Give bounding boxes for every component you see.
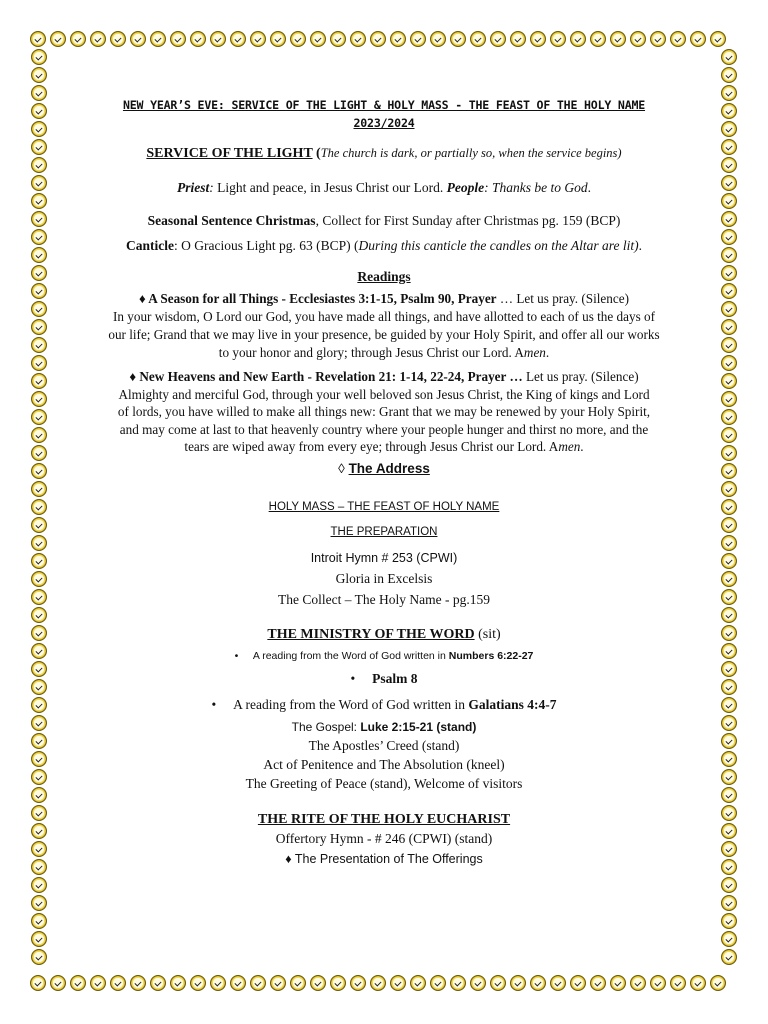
clock-icon — [110, 975, 126, 991]
clock-icon — [170, 975, 186, 991]
clock-icon — [31, 697, 47, 713]
clock-icon — [250, 975, 266, 991]
clock-icon — [31, 751, 47, 767]
clock-icon — [190, 31, 206, 47]
clock-icon — [721, 247, 737, 263]
clock-icon — [430, 975, 446, 991]
clock-icon — [30, 31, 46, 47]
clock-icon — [670, 31, 686, 47]
clock-icon — [31, 625, 47, 641]
clock-icon — [721, 337, 737, 353]
clock-icon — [31, 229, 47, 245]
service-light-heading: SERVICE OF THE LIGHT — [146, 146, 313, 161]
clock-icon — [721, 697, 737, 713]
clock-icon — [721, 229, 737, 245]
clock-icon — [31, 103, 47, 119]
psalm-line: • Psalm 8 — [350, 670, 418, 686]
seasonal-sentence-line: Seasonal Sentence Christmas, Collect for First Sunday after Christmas pg. 159 (BCP) — [147, 213, 621, 228]
clock-icon — [721, 445, 737, 461]
clock-icon — [130, 975, 146, 991]
eucharist-heading: THE RITE OF THE HOLY EUCHARIST — [257, 811, 511, 827]
clock-icon — [530, 31, 546, 47]
clock-icon — [721, 571, 737, 587]
clock-icon — [90, 31, 106, 47]
clock-icon — [31, 769, 47, 785]
bullet-icon: • — [350, 670, 356, 686]
clock-icon — [31, 337, 47, 353]
gospel-line: The Gospel: Luke 2:15-21 (stand) — [291, 719, 477, 734]
clock-icon — [31, 481, 47, 497]
clock-icon — [31, 841, 47, 857]
clock-icon — [470, 975, 486, 991]
clock-icon — [31, 517, 47, 533]
clock-icon — [31, 715, 47, 731]
border-top — [28, 30, 728, 48]
clock-icon — [31, 409, 47, 425]
clock-icon — [721, 787, 737, 803]
clock-icon — [350, 31, 366, 47]
clock-icon — [310, 975, 326, 991]
reading-galatians-line: • A reading from the Word of God written in Galatians 4:4-7 — [211, 696, 557, 712]
clock-icon — [31, 211, 47, 227]
clock-icon — [690, 975, 706, 991]
clock-icon — [31, 463, 47, 479]
clock-icon — [710, 975, 726, 991]
border-left — [29, 48, 49, 966]
clock-icon — [721, 463, 737, 479]
clock-icon — [721, 139, 737, 155]
clock-icon — [31, 193, 47, 209]
clock-icon — [31, 805, 47, 821]
clock-icon — [31, 175, 47, 191]
clock-icon — [721, 823, 737, 839]
clock-icon — [70, 31, 86, 47]
clock-icon — [330, 975, 346, 991]
clock-icon — [510, 31, 526, 47]
clock-icon — [630, 975, 646, 991]
clock-icon — [31, 247, 47, 263]
clock-icon — [721, 625, 737, 641]
clock-icon — [721, 751, 737, 767]
clock-icon — [370, 975, 386, 991]
clock-icon — [721, 373, 737, 389]
clock-icon — [470, 31, 486, 47]
clock-icon — [490, 31, 506, 47]
clock-icon — [630, 31, 646, 47]
clock-icon — [270, 975, 286, 991]
canticle-line: Canticle: O Gracious Light pg. 63 (BCP) (During this canticle the candles on the Altar are lit). — [126, 238, 642, 253]
page-title: NEW YEAR’S EVE: SERVICE OF THE LIGHT & HOLY MASS - THE FEAST OF THE HOLY NAME 2023/2024 — [122, 98, 646, 130]
clock-icon — [721, 283, 737, 299]
clock-icon — [721, 103, 737, 119]
clock-icon — [550, 975, 566, 991]
clock-icon — [230, 31, 246, 47]
clock-icon — [721, 733, 737, 749]
clock-icon — [510, 975, 526, 991]
address-line: ◊ The Address — [338, 460, 430, 476]
clock-icon — [721, 193, 737, 209]
reading-1-title: ♦ A Season for all Things - Ecclesiastes 3:1-15, Psalm 90, Prayer — [139, 291, 497, 306]
clock-icon — [31, 733, 47, 749]
clock-icon — [721, 607, 737, 623]
clock-icon — [410, 975, 426, 991]
clock-icon — [721, 877, 737, 893]
reading-block-2: ♦ New Heavens and New Earth - Revelation 21: 1-14, 22-24, Prayer … Let us pray. (Silence) Almighty and merciful God, through your well beloved son Jesus Christ, the King of kings and Lord of lords, you have willed to make all things new: Grant that we may be renewed by your Holy Spirit, and may come at last to that heavenly country where your people hunger and thirst no more, and the tears are wiped away from every eye; through Jesus Christ our Lord. Amen. — [117, 369, 651, 454]
clock-icon — [450, 31, 466, 47]
collect-line: The Collect – The Holy Name - pg.159 — [278, 591, 490, 607]
penitence-line: Act of Penitence and The Absolution (kneel) — [263, 756, 505, 772]
clock-icon — [721, 85, 737, 101]
clock-icon — [31, 319, 47, 335]
clock-icon — [31, 499, 47, 515]
clock-icon — [721, 679, 737, 695]
clock-icon — [610, 31, 626, 47]
clock-icon — [31, 643, 47, 659]
clock-icon — [170, 31, 186, 47]
clock-icon — [31, 67, 47, 83]
clock-icon — [31, 931, 47, 947]
clock-icon — [210, 31, 226, 47]
clock-icon — [570, 975, 586, 991]
ministry-heading: THE MINISTRY OF THE WORD — [267, 626, 475, 642]
clock-icon — [721, 931, 737, 947]
readings-heading: Readings — [357, 269, 411, 284]
service-light-heading-line: SERVICE OF THE LIGHT (The church is dark, or partially so, when the service begins) — [146, 146, 622, 161]
clock-icon — [390, 31, 406, 47]
clock-icon — [250, 31, 266, 47]
clock-icon — [721, 949, 737, 965]
peace-line: The Greeting of Peace (stand), Welcome of visitors — [245, 775, 523, 791]
gloria-line: Gloria in Excelsis — [335, 570, 433, 586]
clock-icon — [31, 121, 47, 137]
clock-icon — [290, 975, 306, 991]
clock-icon — [31, 445, 47, 461]
clock-icon — [721, 913, 737, 929]
clock-icon — [31, 355, 47, 371]
clock-icon — [550, 31, 566, 47]
clock-icon — [721, 859, 737, 875]
clock-icon — [31, 157, 47, 173]
clock-icon — [690, 31, 706, 47]
clock-icon — [721, 895, 737, 911]
border-right — [719, 48, 739, 966]
creed-line: The Apostles’ Creed (stand) — [308, 737, 460, 753]
clock-icon — [150, 31, 166, 47]
clock-icon — [721, 805, 737, 821]
clock-icon — [31, 859, 47, 875]
clock-icon — [31, 877, 47, 893]
clock-icon — [130, 31, 146, 47]
clock-icon — [450, 975, 466, 991]
clock-icon — [31, 283, 47, 299]
clock-icon — [31, 49, 47, 65]
clock-icon — [270, 31, 286, 47]
clock-icon — [721, 391, 737, 407]
clock-icon — [721, 67, 737, 83]
clock-icon — [590, 31, 606, 47]
clock-icon — [31, 661, 47, 677]
clock-icon — [70, 975, 86, 991]
clock-icon — [721, 661, 737, 677]
clock-icon — [31, 913, 47, 929]
bullet-icon: • — [234, 649, 239, 662]
clock-icon — [721, 769, 737, 785]
clock-icon — [31, 823, 47, 839]
clock-icon — [50, 975, 66, 991]
clock-icon — [721, 49, 737, 65]
clock-icon — [31, 571, 47, 587]
clock-icon — [650, 975, 666, 991]
offertory-line: Offertory Hymn - # 246 (CPWI) (stand) — [275, 830, 493, 846]
clock-icon — [670, 975, 686, 991]
clock-icon — [390, 975, 406, 991]
clock-icon — [30, 975, 46, 991]
clock-icon — [410, 31, 426, 47]
clock-icon — [721, 643, 737, 659]
clock-icon — [610, 975, 626, 991]
introit-line: Introit Hymn # 253 (CPWI) — [310, 550, 458, 565]
clock-icon — [230, 975, 246, 991]
clock-icon — [710, 31, 726, 47]
clock-icon — [350, 975, 366, 991]
clock-icon — [310, 31, 326, 47]
clock-icon — [31, 607, 47, 623]
clock-icon — [721, 157, 737, 173]
service-light-note: The church is dark, or partially so, when the service begins) — [320, 146, 622, 160]
bullet-icon: • — [211, 696, 217, 712]
clock-icon — [721, 517, 737, 533]
clock-icon — [721, 175, 737, 191]
reading-block-1: ♦ A Season for all Things - Ecclesiastes 3:1-15, Psalm 90, Prayer … Let us pray. (Silence) In your wisdom, O Lord our God, you have made all things, and have allotted to each of us the days of our life; Grand that we may live in your presence, be guided by your Holy Spirit, and offer all our works to your honor and glory; through Jesus Christ our Lord. Amen. — [108, 291, 660, 360]
presentation-line: ♦ The Presentation of The Offerings — [285, 851, 483, 866]
clock-icon — [31, 553, 47, 569]
clock-icon — [50, 31, 66, 47]
clock-icon — [31, 391, 47, 407]
clock-icon — [721, 427, 737, 443]
clock-icon — [31, 265, 47, 281]
clock-icon — [31, 895, 47, 911]
diamond-outline-icon: ◊ — [338, 460, 349, 476]
clock-icon — [721, 715, 737, 731]
clock-icon — [490, 975, 506, 991]
clock-icon — [31, 787, 47, 803]
clock-icon — [530, 975, 546, 991]
clock-icon — [210, 975, 226, 991]
clock-icon — [31, 85, 47, 101]
clock-icon — [430, 31, 446, 47]
clock-icon — [370, 31, 386, 47]
priest-people-line: Priest: Light and peace, in Jesus Christ our Lord. People: Thanks be to God. — [177, 180, 591, 195]
clock-icon — [721, 211, 737, 227]
clock-icon — [290, 31, 306, 47]
border-bottom — [28, 974, 728, 992]
clock-icon — [721, 301, 737, 317]
clock-icon — [721, 265, 737, 281]
clock-icon — [31, 679, 47, 695]
clock-icon — [31, 373, 47, 389]
preparation-heading: THE PREPARATION — [330, 525, 438, 538]
clock-icon — [590, 975, 606, 991]
clock-icon — [31, 535, 47, 551]
clock-icon — [31, 301, 47, 317]
clock-icon — [650, 31, 666, 47]
clock-icon — [721, 499, 737, 515]
clock-icon — [721, 355, 737, 371]
clock-icon — [570, 31, 586, 47]
reading-2-title: ♦ New Heavens and New Earth - Revelation 21: 1-14, 22-24, Prayer … — [129, 369, 523, 384]
clock-icon — [721, 481, 737, 497]
clock-icon — [721, 319, 737, 335]
clock-icon — [31, 949, 47, 965]
clock-icon — [721, 589, 737, 605]
holy-mass-heading: HOLY MASS – THE FEAST OF HOLY NAME — [268, 500, 500, 513]
clock-icon — [150, 975, 166, 991]
clock-icon — [721, 841, 737, 857]
clock-icon — [31, 139, 47, 155]
clock-icon — [90, 975, 106, 991]
clock-icon — [721, 121, 737, 137]
clock-icon — [110, 31, 126, 47]
clock-icon — [31, 427, 47, 443]
bulletin-page — [60, 90, 708, 866]
clock-icon — [721, 535, 737, 551]
clock-icon — [721, 553, 737, 569]
ministry-heading-line: THE MINISTRY OF THE WORD (sit) — [267, 626, 501, 642]
clock-icon — [31, 589, 47, 605]
clock-icon — [721, 409, 737, 425]
clock-icon — [190, 975, 206, 991]
clock-icon — [330, 31, 346, 47]
reading-numbers-line: • A reading from the Word of God written in Numbers 6:22-27 — [234, 649, 534, 662]
